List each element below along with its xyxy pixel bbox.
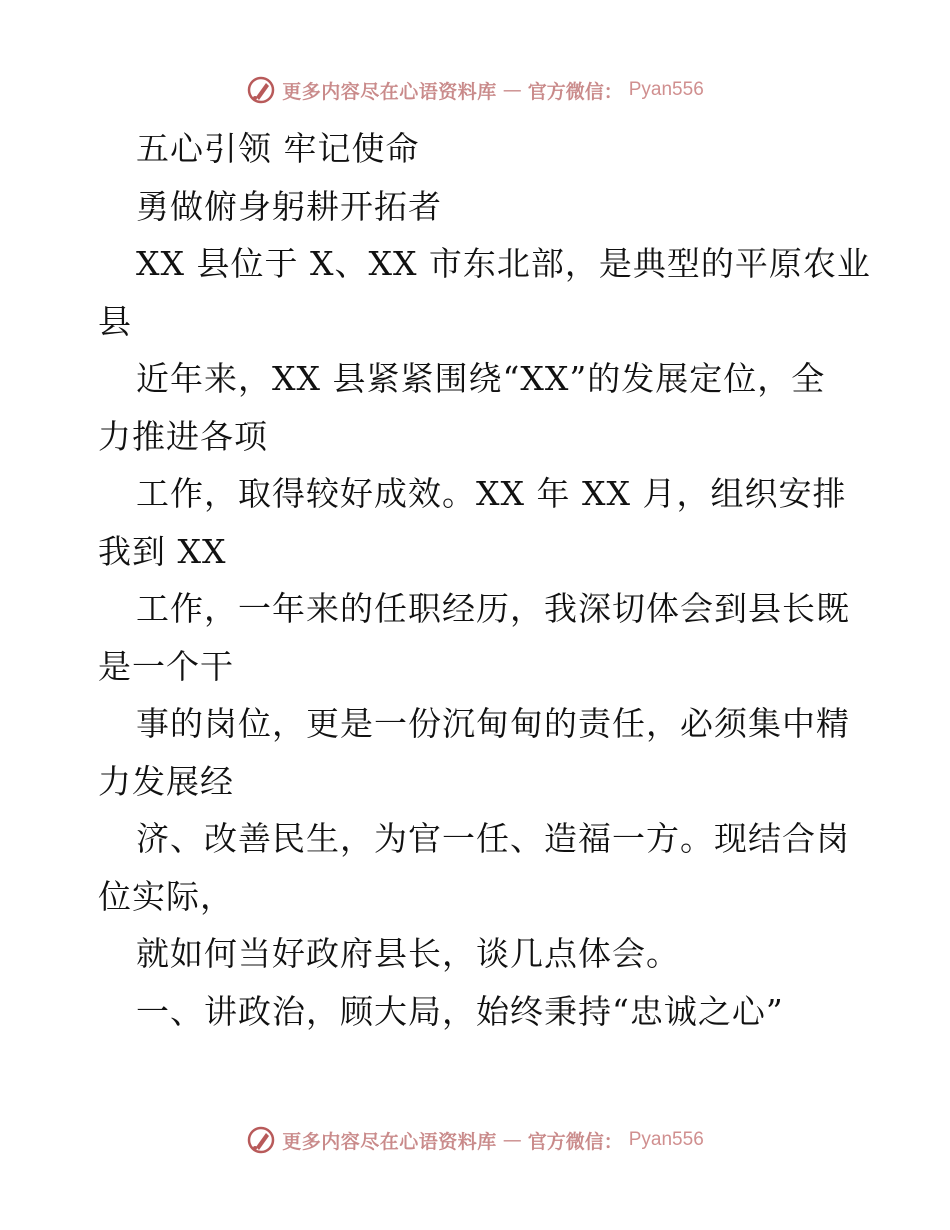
- watermark-id: Pyan556: [628, 79, 704, 100]
- watermark-label: 官方微信：: [527, 1130, 623, 1153]
- text-line: 是一个干: [98, 646, 234, 686]
- text-line: 就如何当好政府县长，谈几点体会。: [136, 934, 680, 973]
- text-line: 勇做俯身躬耕开拓者: [136, 186, 442, 226]
- watermark-separator: —: [502, 79, 522, 101]
- text-line: 我到 XX: [98, 531, 227, 571]
- text-line: 位实际，: [98, 876, 234, 916]
- text-line: 近年来，XX 县紧紧围绕“XX”的发展定位，全: [136, 359, 826, 398]
- watermark-text: 更多内容尽在心语资料库: [282, 1130, 497, 1153]
- text-line: 力推进各项: [98, 416, 268, 456]
- document-body: [98, 120, 871, 1040]
- text-line: 力发展经: [98, 761, 234, 801]
- watermark-separator: —: [502, 1129, 522, 1151]
- text-line: 工作，一年来的任职经历，我深切体会到县长既: [136, 589, 850, 628]
- text-line: 工作，取得较好成效。XX 年 XX 月，组织安排: [136, 474, 847, 513]
- pen-nib-circle-icon: [246, 1125, 276, 1155]
- footer-watermark: [0, 1120, 950, 1160]
- header-watermark: [0, 70, 950, 110]
- text-line: 县: [98, 301, 132, 341]
- text-line: 一、讲政治，顾大局，始终秉持“忠诚之心”: [136, 991, 784, 1031]
- text-line: 五心引领 牢记使命: [136, 129, 420, 168]
- pen-nib-circle-icon: [246, 75, 276, 105]
- text-line: 济、改善民生，为官一任、造福一方。现结合岗: [136, 819, 850, 858]
- text-line: 事的岗位，更是一份沉甸甸的责任，必须集中精: [136, 704, 850, 743]
- text-line: XX 县位于 X、XX 市东北部，是典型的平原农业: [136, 244, 871, 283]
- watermark-text: 更多内容尽在心语资料库: [282, 80, 497, 103]
- watermark-label: 官方微信：: [527, 80, 623, 103]
- watermark-id: Pyan556: [628, 1129, 704, 1150]
